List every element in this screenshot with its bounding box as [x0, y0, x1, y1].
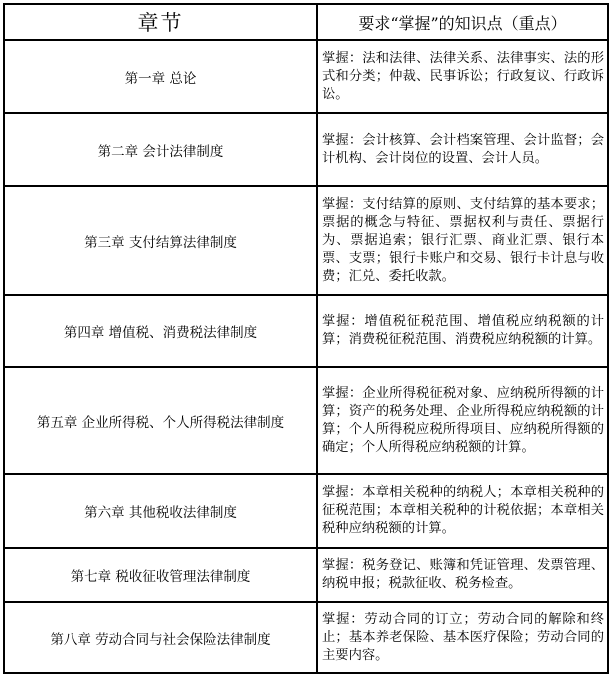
key-points-cell: 掌握：会计核算、会计档案管理、会计监督；会计机构、会计岗位的设置、会计人员。 [317, 113, 608, 186]
chapter-cell: 第五章 企业所得税、个人所得税法律制度 [4, 367, 317, 474]
table-row [4, 548, 608, 602]
table-header-row [4, 4, 608, 40]
chapter-cell: 第八章 劳动合同与社会保险法律制度 [4, 602, 317, 673]
table-row [4, 40, 608, 113]
header-key-points: 要求“掌握”的知识点（重点） [317, 4, 608, 40]
chapter-cell: 第七章 税收征收管理法律制度 [4, 548, 317, 602]
header-chapter: 章节 [4, 4, 317, 40]
chapter-table [3, 3, 609, 674]
key-points-cell: 掌握：企业所得税征税对象、应纳税所得额的计算；资产的税务处理、企业所得税应纳税额的计算；个人所得税应税所得项目、应纳税所得额的确定；个人所得税应纳税额的计算。 [317, 367, 608, 474]
chapter-cell: 第三章 支付结算法律制度 [4, 186, 317, 295]
table-row [4, 367, 608, 474]
chapter-cell: 第二章 会计法律制度 [4, 113, 317, 186]
table-row [4, 113, 608, 186]
key-points-cell: 掌握：劳动合同的订立；劳动合同的解除和终止；基本养老保险、基本医疗保险；劳动合同的主要内容。 [317, 602, 608, 673]
chapter-cell: 第一章 总论 [4, 40, 317, 113]
chapter-cell: 第四章 增值税、消费税法律制度 [4, 295, 317, 367]
key-points-cell: 掌握：法和法律、法律关系、法律事实、法的形式和分类；仲裁、民事诉讼；行政复议、行政诉讼。 [317, 40, 608, 113]
chapter-cell: 第六章 其他税收法律制度 [4, 474, 317, 548]
key-points-cell: 掌握：本章相关税种的纳税人；本章相关税种的征税范围；本章相关税种的计税依据；本章相关税种应纳税额的计算。 [317, 474, 608, 548]
table-row [4, 295, 608, 367]
key-points-cell: 掌握：支付结算的原则、支付结算的基本要求；票据的概念与特征、票据权利与责任、票据行为、票据追索；银行汇票、商业汇票、银行本票、支票；银行卡账户和交易、银行卡计息与收费；汇兑、委托收款。 [317, 186, 608, 295]
table-row [4, 602, 608, 673]
key-points-cell: 掌握：税务登记、账簿和凭证管理、发票管理、纳税申报；税款征收、税务检查。 [317, 548, 608, 602]
table-row [4, 474, 608, 548]
key-points-cell: 掌握：增值税征税范围、增值税应纳税额的计算；消费税征税范围、消费税应纳税额的计算。 [317, 295, 608, 367]
table-row [4, 186, 608, 295]
